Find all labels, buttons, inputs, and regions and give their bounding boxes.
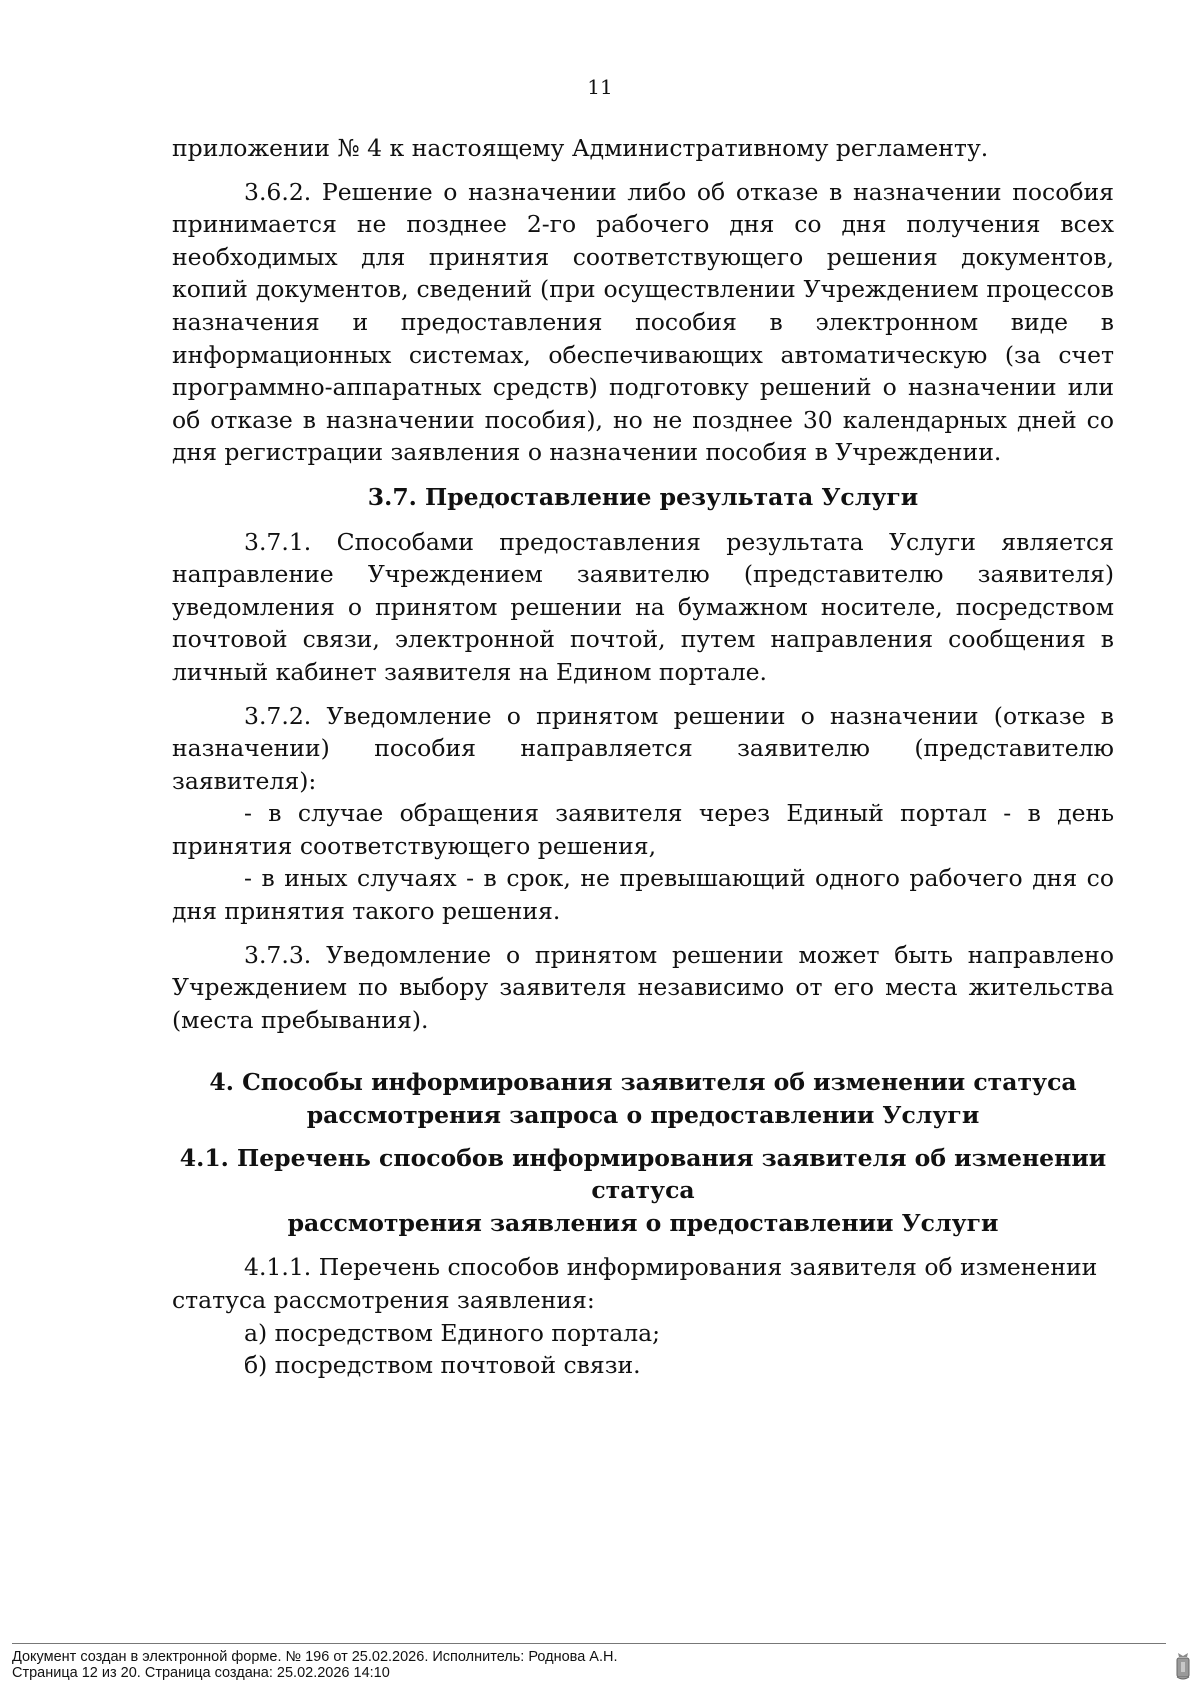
heading-4-1-line1: 4.1. Перечень способов информирования заявителя об изменении статуса (179, 1143, 1107, 1205)
footer (12, 1649, 618, 1681)
paragraph-3-7-1: 3.7.1. Способами предоставления результата Услуги является направление Учреждением заявителю (представителю заявителя) уведомления о принятом решении на бумажном носителе, посредством почтовой связи, электронной почтой, путем направления сообщения в личный кабинет заявителя на Едином портале. (172, 527, 1114, 686)
paragraph-continuation: приложении № 4 к настоящему Административному регламенту. (172, 134, 989, 162)
heading-section-4-line1: 4. Способы информирования заявителя об изменении статуса (209, 1068, 1077, 1097)
heading-4-1-line2: рассмотрения заявления о предоставлении Услуги (287, 1208, 999, 1237)
heading-section-4-line2: рассмотрения запроса о предоставлении Услуги (306, 1101, 980, 1130)
heading-4-1 (172, 1142, 1114, 1240)
coat-of-arms-icon (1174, 1651, 1192, 1681)
footer-line-2: Страница 12 из 20. Страница создана: 25.02.2026 14:10 (12, 1665, 390, 1681)
paragraph-4-1-1-item-a: а) посредством Единого портала; (244, 1318, 661, 1347)
heading-3-7: 3.7. Предоставление результата Услуги (367, 482, 919, 511)
document-body (172, 132, 1114, 1382)
paragraph-4-1-1: 4.1.1. Перечень способов информирования заявителя об изменении статуса рассмотрения заявления: (172, 1253, 1098, 1314)
paragraph-3-6-2: 3.6.2. Решение о назначении либо об отказе в назначении пособия принимается не позднее 2-го рабочего дня со дня получения всех необходимых для принятия соответствующего решения документов, копий документов, сведений (при осуществлении Учреждением процессов назначения и предоставления пособия в электронном виде в информационных системах, обеспечивающих автоматическую (за счет программно-аппаратных средств) подготовку решений о назначении или об отказе в назначении пособия), но не позднее 30 календарных дней со дня регистрации заявления о назначении пособия в Учреждении. (172, 177, 1114, 467)
page-number: 11 (587, 75, 613, 99)
heading-section-4 (172, 1066, 1114, 1131)
paragraph-3-7-2-item-b: - в иных случаях - в срок, не превышающий одного рабочего дня со дня принятия такого решения. (172, 864, 1114, 926)
paragraph-3-7-2-item-a: - в случае обращения заявителя через Единый портал - в день принятия соответствующего решения, (172, 799, 1114, 860)
paragraph-4-1-1-item-b: б) посредством почтовой связи. (244, 1351, 641, 1380)
paragraph-3-7-3: 3.7.3. Уведомление о принятом решении может быть направлено Учреждением по выбору заявителя независимо от его места жительства (места пребывания). (172, 940, 1114, 1034)
footer-line-1: Документ создан в электронной форме. № 196 от 25.02.2026. Исполнитель: Роднова А.Н. (12, 1649, 618, 1665)
paragraph-3-7-2: 3.7.2. Уведомление о принятом решении о назначении (отказе в назначении) пособия направляется заявителю (представителю заявителя): (172, 701, 1114, 795)
footer-divider (12, 1643, 1166, 1644)
